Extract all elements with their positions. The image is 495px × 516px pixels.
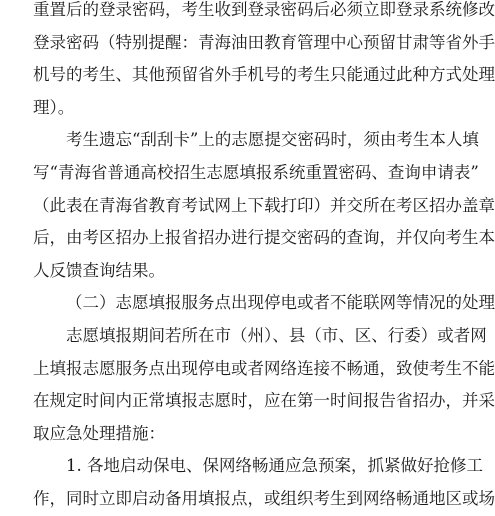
body-line: 在规定时间内正常填报志愿时，应在第一时间报告省招办，并采	[33, 391, 495, 411]
body-line: 登录密码（特别提醒：青海油田教育管理中心预留甘肃等省外手	[33, 32, 495, 52]
body-line: 写“青海省普通高校招生志愿填报系统重置密码、查询申请表”	[33, 162, 479, 182]
body-line: 后，由考区招办上报省招办进行提交密码的查询，并仅向考生本	[33, 228, 495, 248]
body-line: 作，同时立即启动备用填报点，或组织考生到网络畅通地区或场	[33, 488, 495, 508]
body-line: 取应急处理措施：	[33, 423, 165, 443]
paragraph-first-line: 志愿填报期间若所在市（州）、县（市、区、行委）或者网	[66, 325, 487, 345]
body-line: （此表在青海省教育考试网上下载打印）并交所在考区招办盖章	[33, 195, 495, 215]
list-item-first-line: 1. 各地启动保电、保网络畅通应急预案，抓紧做好抢修工	[66, 456, 483, 476]
section-heading: （二）志愿填报服务点出现停电或者不能联网等情况的处理	[66, 293, 495, 313]
body-line: 上填报志愿服务点出现停电或者网络连接不畅通，致使考生不能	[33, 358, 495, 378]
paragraph-first-line: 考生遗忘“刮刮卡”上的志愿提交密码时，须由考生本人填	[66, 130, 479, 150]
body-line: 机号的考生、其他预留省外手机号的考生只能通过此种方式处理	[33, 65, 495, 85]
document-body	[33, 0, 495, 516]
body-line: 重置后的登录密码，考生收到登录密码后必须立即登录系统修改	[33, 0, 495, 19]
body-line: 人反馈查询结果。	[33, 260, 165, 280]
body-line: 理）。	[33, 97, 75, 117]
